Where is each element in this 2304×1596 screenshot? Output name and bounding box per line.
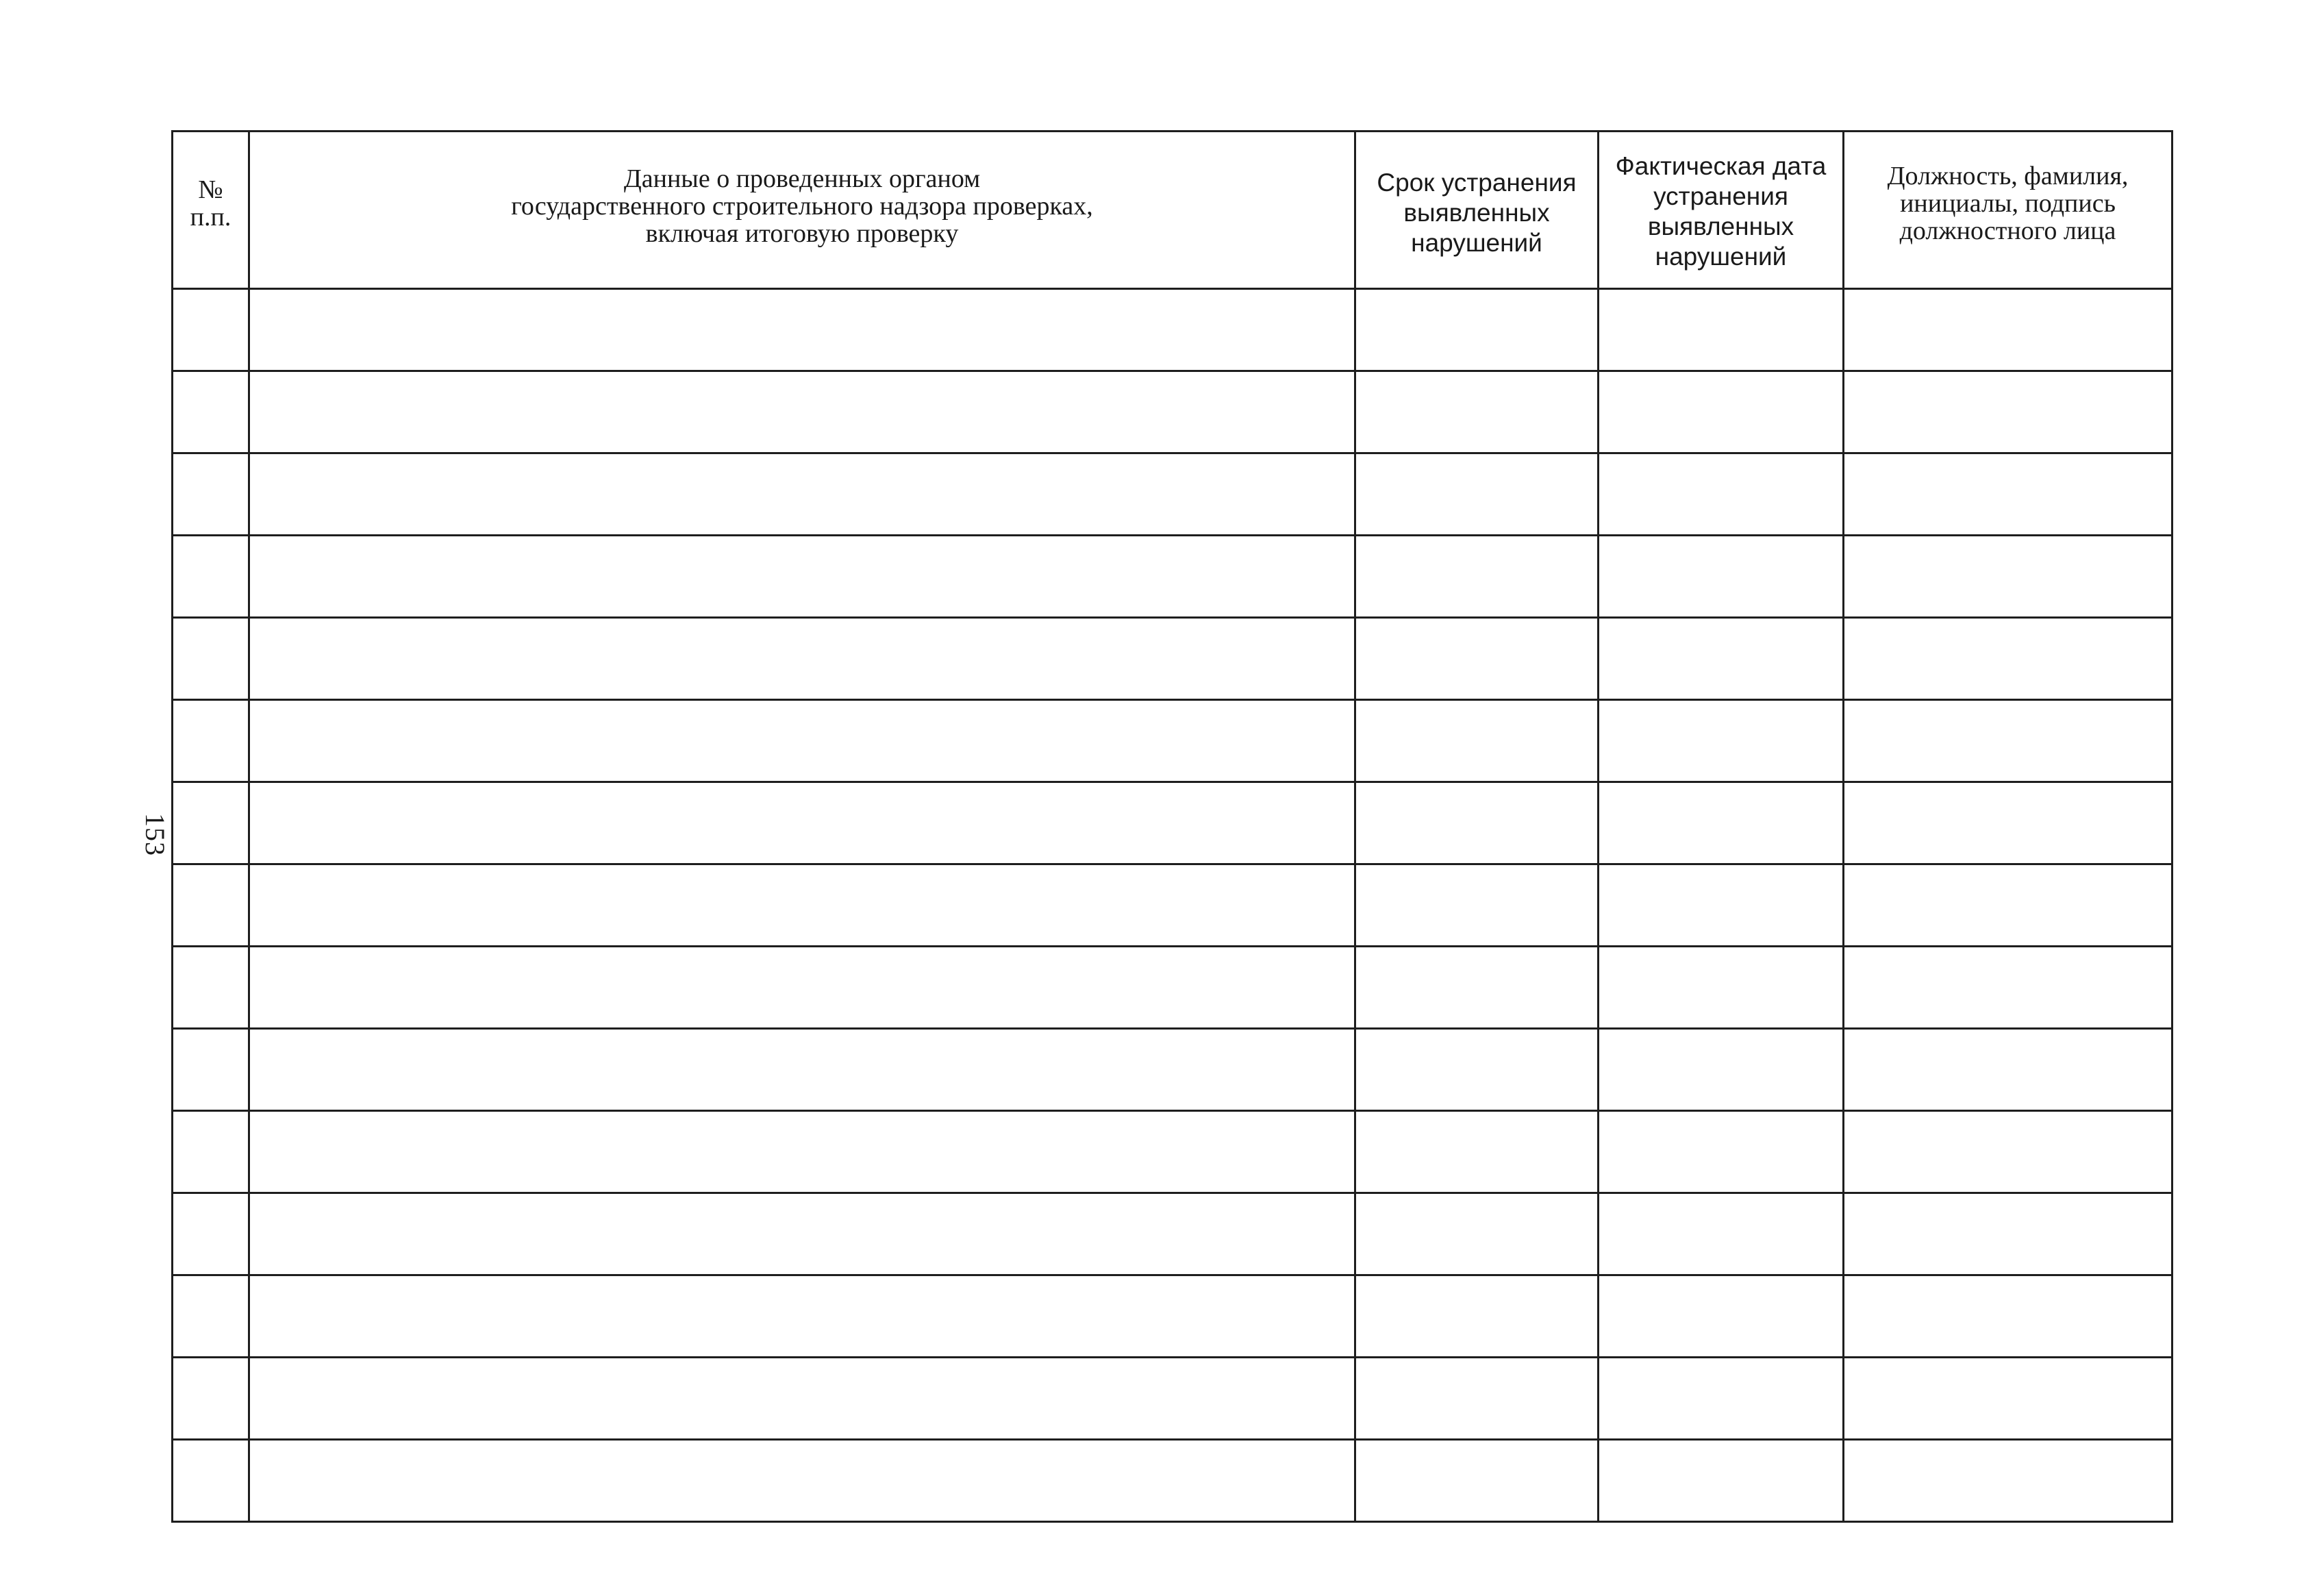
- header-official-signature-line: Должность, фамилия,: [1887, 162, 2129, 190]
- header-official-signature-line: должностного лица: [1899, 216, 2116, 245]
- cell-inspection-data: [249, 618, 1355, 700]
- cell-actual-date: [1599, 618, 1844, 700]
- table-row: [173, 947, 2172, 1029]
- table-row: [173, 1111, 2172, 1193]
- header-official-signature: [1844, 132, 2172, 289]
- cell-inspection-data: [249, 1029, 1355, 1111]
- cell-official-signature: [1844, 289, 2172, 371]
- cell-inspection-data: [249, 947, 1355, 1029]
- table-row: [173, 536, 2172, 618]
- cell-deadline: [1355, 947, 1599, 1029]
- cell-actual-date: [1599, 864, 1844, 947]
- cell-actual-date: [1599, 1275, 1844, 1358]
- cell-number: [173, 947, 249, 1029]
- cell-deadline: [1355, 700, 1599, 782]
- cell-actual-date: [1599, 1440, 1844, 1522]
- cell-inspection-data: [249, 453, 1355, 536]
- header-inspection-data-line: Данные о проведенных органом: [623, 164, 981, 193]
- cell-official-signature: [1844, 1358, 2172, 1440]
- cell-deadline: [1355, 782, 1599, 864]
- cell-actual-date: [1599, 536, 1844, 618]
- cell-number: [173, 864, 249, 947]
- cell-actual-date: [1599, 1193, 1844, 1275]
- cell-official-signature: [1844, 1111, 2172, 1193]
- cell-number: [173, 618, 249, 700]
- table-row: [173, 864, 2172, 947]
- table-header-row: [173, 132, 2172, 289]
- header-actual-date-line: устранения: [1653, 182, 1788, 210]
- header-actual-date-line: выявленных: [1647, 212, 1794, 240]
- cell-deadline: [1355, 618, 1599, 700]
- cell-inspection-data: [249, 536, 1355, 618]
- table-row: [173, 1029, 2172, 1111]
- table-row: [173, 700, 2172, 782]
- cell-inspection-data: [249, 782, 1355, 864]
- cell-actual-date: [1599, 700, 1844, 782]
- cell-number: [173, 1358, 249, 1440]
- header-inspection-data-line: государственного строительного надзора проверках,: [511, 192, 1093, 221]
- header-number: [173, 132, 249, 289]
- header-deadline-line: Срок устранения: [1377, 169, 1577, 197]
- cell-deadline: [1355, 1358, 1599, 1440]
- cell-deadline: [1355, 1440, 1599, 1522]
- cell-inspection-data: [249, 1440, 1355, 1522]
- cell-inspection-data: [249, 1111, 1355, 1193]
- cell-deadline: [1355, 289, 1599, 371]
- cell-inspection-data: [249, 1275, 1355, 1358]
- header-inspection-data-line: включая итоговую проверку: [645, 219, 959, 248]
- cell-deadline: [1355, 371, 1599, 453]
- cell-official-signature: [1844, 1029, 2172, 1111]
- cell-official-signature: [1844, 1275, 2172, 1358]
- cell-official-signature: [1844, 1193, 2172, 1275]
- cell-deadline: [1355, 864, 1599, 947]
- cell-official-signature: [1844, 947, 2172, 1029]
- cell-deadline: [1355, 1275, 1599, 1358]
- cell-number: [173, 700, 249, 782]
- header-deadline-line: нарушений: [1411, 229, 1542, 257]
- cell-actual-date: [1599, 371, 1844, 453]
- table-row: [173, 1275, 2172, 1358]
- header-actual-date-line: Фактическая дата: [1615, 152, 1827, 180]
- cell-official-signature: [1844, 453, 2172, 536]
- cell-actual-date: [1599, 1111, 1844, 1193]
- cell-number: [173, 1193, 249, 1275]
- cell-deadline: [1355, 536, 1599, 618]
- cell-official-signature: [1844, 618, 2172, 700]
- cell-number: [173, 1440, 249, 1522]
- cell-official-signature: [1844, 700, 2172, 782]
- cell-official-signature: [1844, 1440, 2172, 1522]
- inspection-record-table: [171, 130, 2173, 1523]
- cell-actual-date: [1599, 782, 1844, 864]
- cell-number: [173, 1029, 249, 1111]
- cell-inspection-data: [249, 700, 1355, 782]
- cell-deadline: [1355, 1111, 1599, 1193]
- cell-number: [173, 1111, 249, 1193]
- table-row: [173, 1193, 2172, 1275]
- cell-official-signature: [1844, 371, 2172, 453]
- cell-inspection-data: [249, 371, 1355, 453]
- table-row: [173, 453, 2172, 536]
- cell-number: [173, 371, 249, 453]
- cell-number: [173, 289, 249, 371]
- table-row: [173, 782, 2172, 864]
- table-row: [173, 618, 2172, 700]
- table-row: [173, 289, 2172, 371]
- cell-actual-date: [1599, 1358, 1844, 1440]
- table-body: [173, 289, 2172, 1522]
- page-number: 153: [140, 813, 171, 856]
- header-deadline-line: выявленных: [1403, 199, 1550, 227]
- cell-actual-date: [1599, 947, 1844, 1029]
- cell-deadline: [1355, 1193, 1599, 1275]
- table-row: [173, 371, 2172, 453]
- header-actual-date: [1599, 132, 1844, 289]
- cell-official-signature: [1844, 864, 2172, 947]
- header-number-line: №: [198, 175, 223, 204]
- table-row: [173, 1440, 2172, 1522]
- header-actual-date-line: нарушений: [1655, 242, 1787, 271]
- header-deadline: [1355, 132, 1599, 289]
- header-inspection-data: [249, 132, 1355, 289]
- cell-actual-date: [1599, 453, 1844, 536]
- cell-number: [173, 536, 249, 618]
- cell-official-signature: [1844, 782, 2172, 864]
- cell-official-signature: [1844, 536, 2172, 618]
- header-number-line: п.п.: [190, 203, 231, 232]
- cell-number: [173, 782, 249, 864]
- cell-number: [173, 1275, 249, 1358]
- cell-inspection-data: [249, 864, 1355, 947]
- cell-actual-date: [1599, 1029, 1844, 1111]
- header-official-signature-line: инициалы, подпись: [1900, 189, 2116, 218]
- table-row: [173, 1358, 2172, 1440]
- cell-inspection-data: [249, 1193, 1355, 1275]
- cell-inspection-data: [249, 1358, 1355, 1440]
- cell-actual-date: [1599, 289, 1844, 371]
- cell-deadline: [1355, 1029, 1599, 1111]
- cell-inspection-data: [249, 289, 1355, 371]
- cell-number: [173, 453, 249, 536]
- cell-deadline: [1355, 453, 1599, 536]
